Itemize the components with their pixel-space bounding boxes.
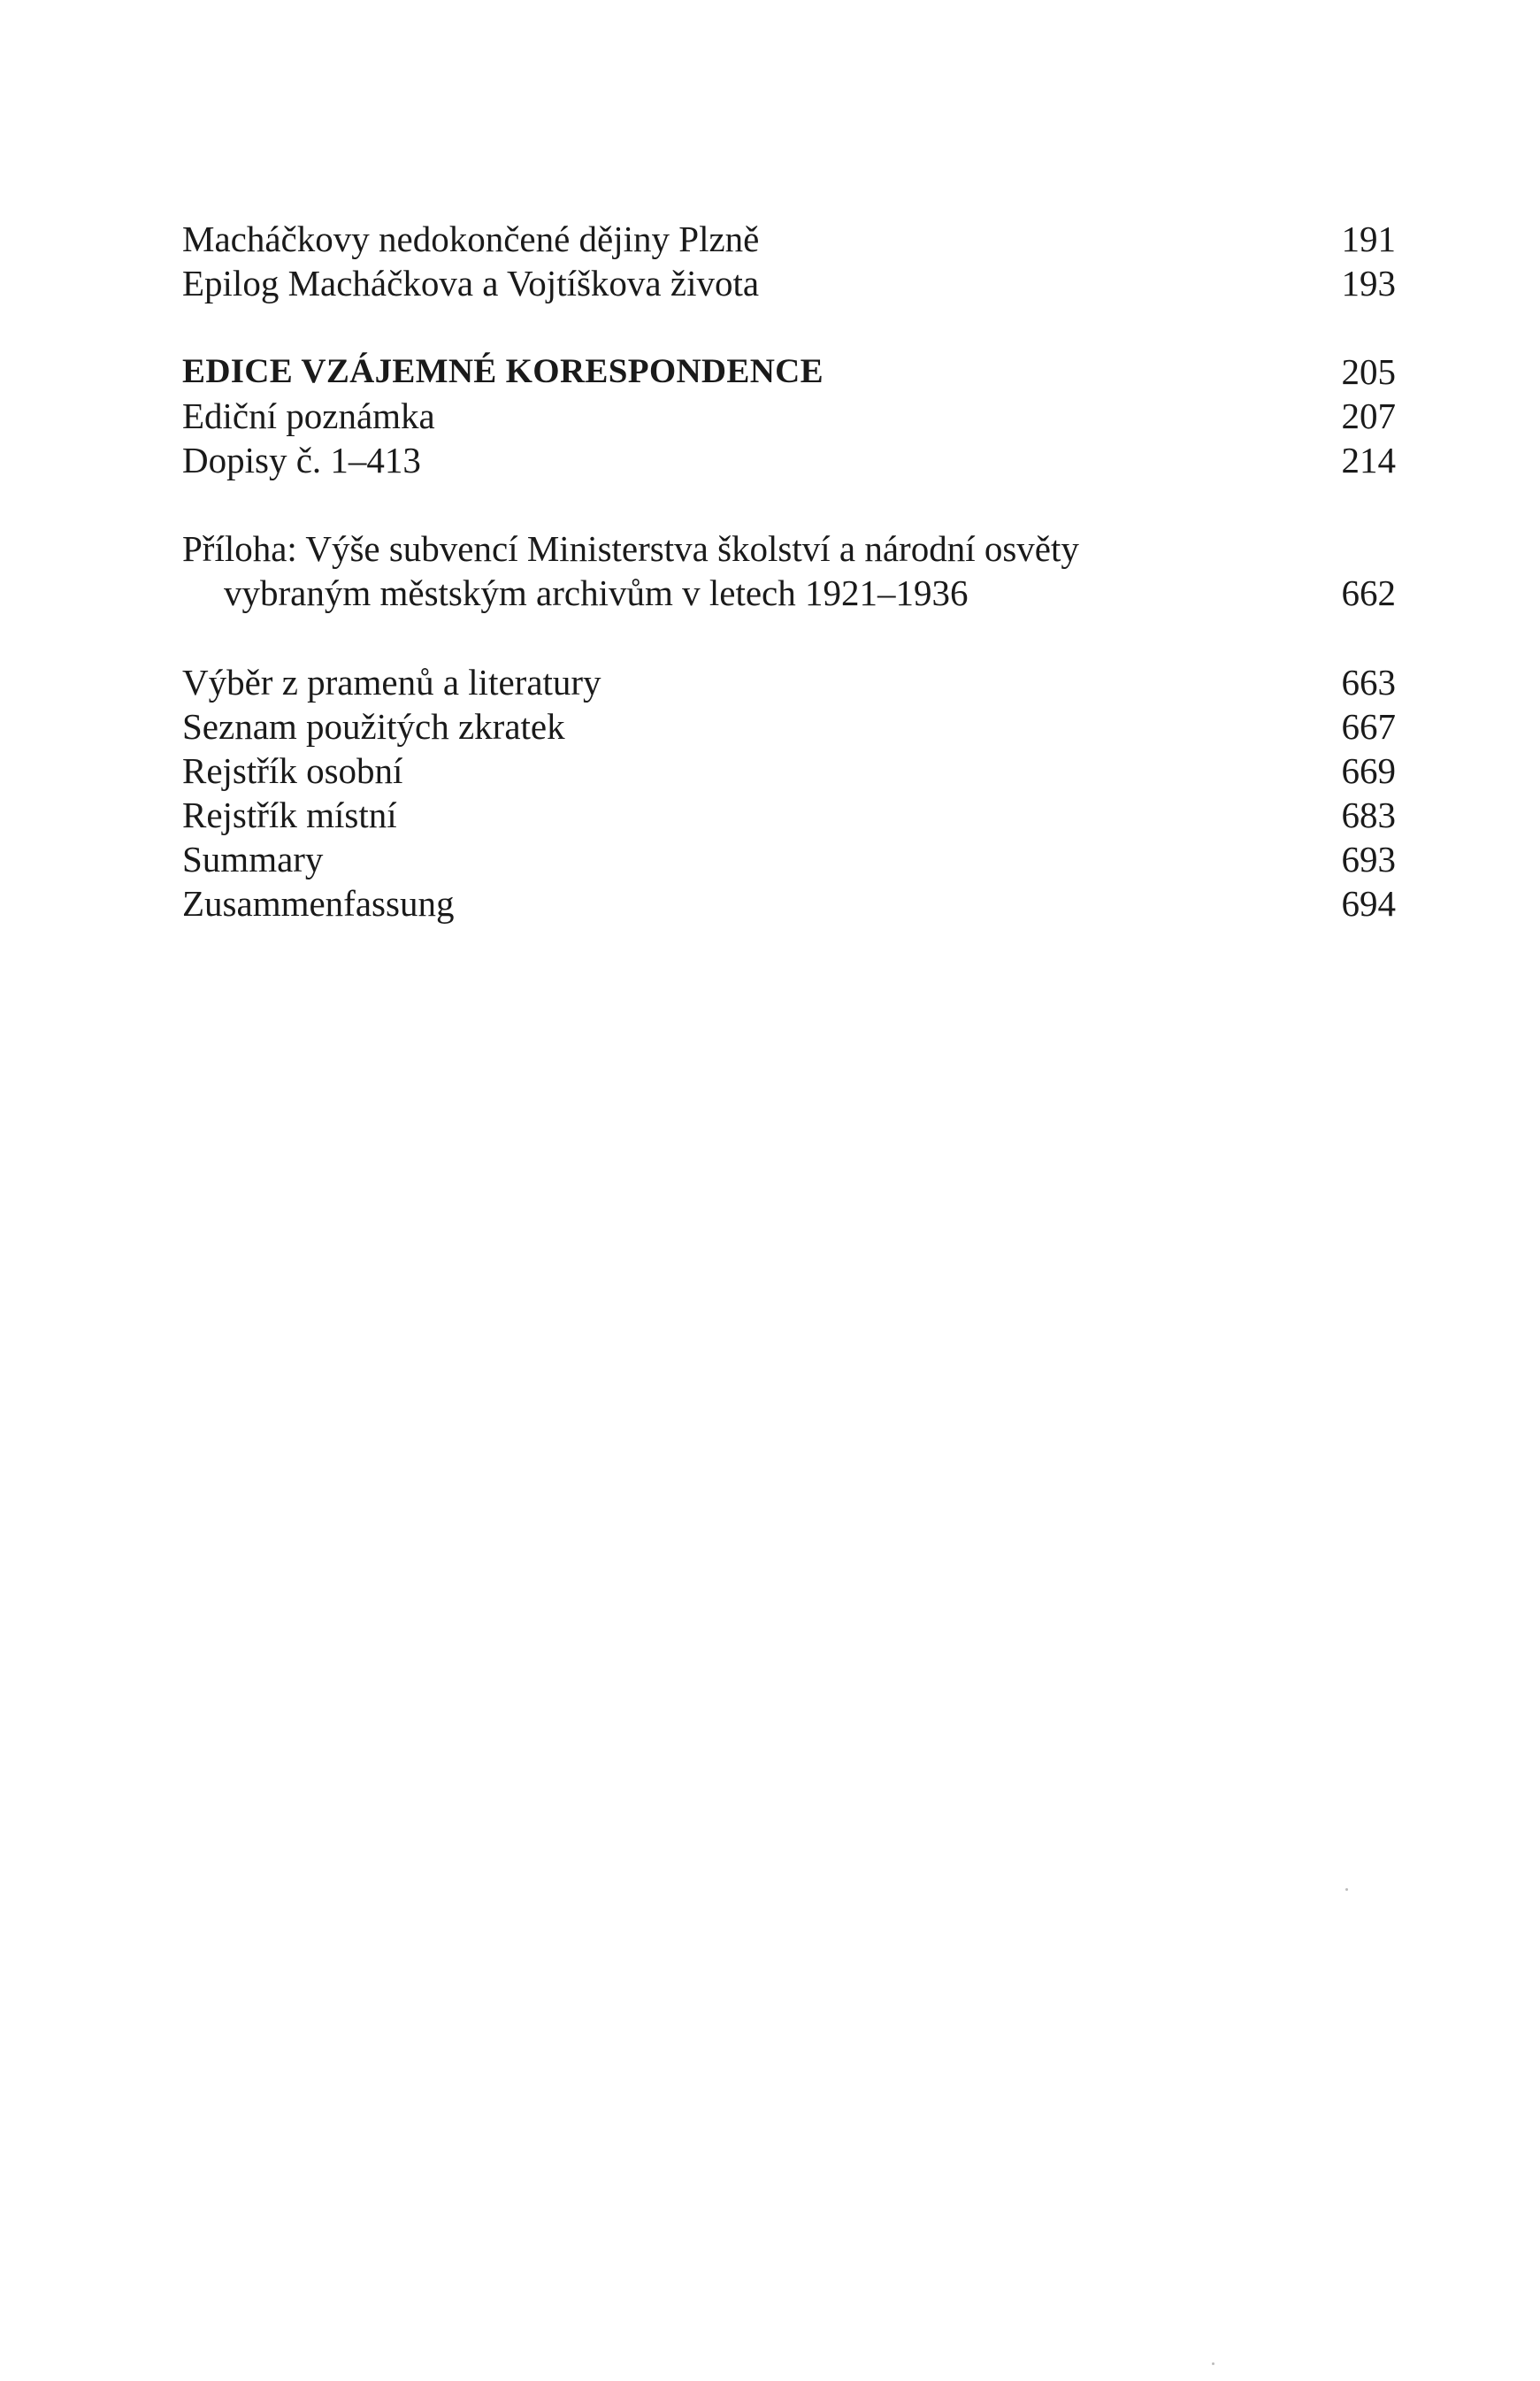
- toc-entry: [182, 837, 1396, 881]
- toc-entry-title: Dopisy č. 1–413: [182, 440, 421, 480]
- toc-entry-page: 663: [1341, 662, 1396, 703]
- paper-speck: [1345, 1888, 1348, 1891]
- toc-entry: [182, 793, 1396, 837]
- toc-entry-title: Epilog Macháčkova a Vojtíškova života: [182, 263, 760, 303]
- toc-entry-title: Zusammenfassung: [182, 883, 455, 924]
- toc-entry-title: Seznam použitých zkratek: [182, 706, 565, 747]
- toc-entry: [182, 217, 1396, 261]
- toc-entry: [182, 261, 1396, 305]
- toc-entry: [182, 438, 1396, 482]
- toc-entry-page: 694: [1341, 883, 1396, 924]
- toc-entry-page: 662: [1341, 572, 1396, 613]
- toc-entry-page: 214: [1341, 440, 1396, 480]
- toc-entry-page: 667: [1341, 706, 1396, 747]
- toc-entry-title: Výběr z pramenů a literatury: [182, 662, 601, 703]
- toc-entry: [182, 749, 1396, 793]
- toc-entry: [182, 660, 1396, 704]
- toc-heading-title: EDICE VZÁJEMNÉ KORESPONDENCE: [182, 352, 824, 390]
- toc-entry-continuation: [182, 571, 1396, 615]
- toc-entry: [182, 704, 1396, 749]
- paper-speck: [1212, 2362, 1214, 2365]
- toc-entry-page: 683: [1341, 795, 1396, 835]
- toc-entry-title: vybraným městským archivům v letech 1921–1936: [224, 572, 969, 613]
- toc-entry-title: Ediční poznámka: [182, 396, 435, 436]
- toc-entry-page: 193: [1341, 263, 1396, 303]
- toc-entry-page: 205: [1341, 351, 1396, 392]
- toc-entry-page: 207: [1341, 396, 1396, 436]
- toc-section-heading: [182, 349, 1396, 394]
- toc-entry-page: 693: [1341, 839, 1396, 879]
- toc-entry-title: Příloha: Výše subvencí Ministerstva školství a národní osvěty: [182, 528, 1079, 569]
- toc-entry-title: Rejstřík osobní: [182, 750, 403, 791]
- toc-entry: [182, 394, 1396, 438]
- toc-entry-page: 191: [1341, 219, 1396, 259]
- toc-entry-title: Summary: [182, 839, 324, 879]
- toc-entry-title: Rejstřík místní: [182, 795, 397, 835]
- toc-entry: [182, 881, 1396, 926]
- toc-entry-first-line: [182, 526, 1396, 571]
- toc-entry-title: Macháčkovy nedokončené dějiny Plzně: [182, 219, 760, 259]
- toc-entry-page: 669: [1341, 750, 1396, 791]
